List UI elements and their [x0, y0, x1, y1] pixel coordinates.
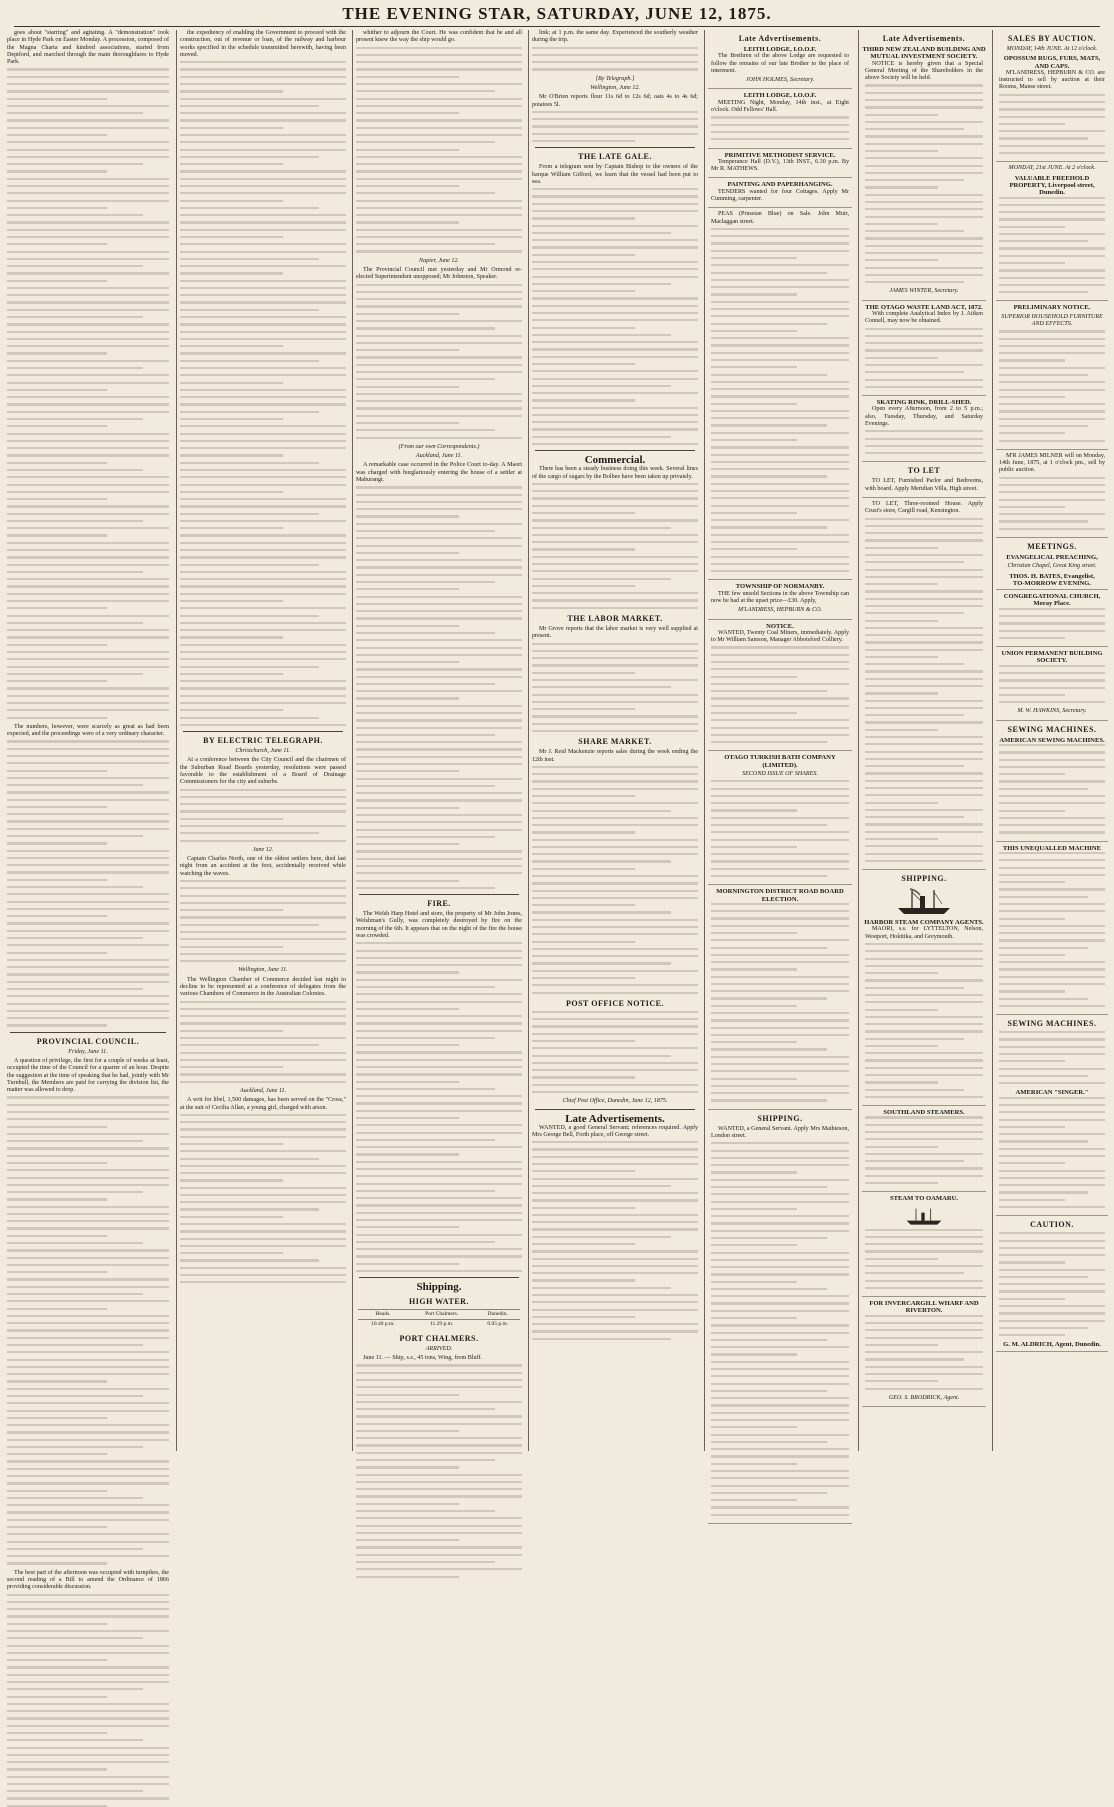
section-heading: THE LATE GALE.	[578, 152, 652, 162]
section-heading: MEETINGS.	[1027, 541, 1077, 551]
ad-text: MEETING Night, Monday, 14th inst., at Eight o'clock. Odd Fellows' Hall.	[711, 99, 849, 114]
signature: JAMES WINTER, Secretary.	[889, 288, 959, 295]
ad-text: WANTED, Twenty Coal Miners, immediately. Apply to Mr William Samson, Manager Abbotsford Colliery.	[711, 629, 849, 644]
article-paragraph: The Provincial Council met yesterday and Mr Ormond re-elected Superintendent unopposed; Mr Johnston, Speaker.	[356, 267, 522, 281]
dateline: Auckland, June 11.	[415, 453, 463, 460]
ad-title: UNION PERMANENT BUILDING SOCIETY.	[1001, 650, 1103, 665]
signature: Chief Post Office, Dunedin, June 12, 1875.	[562, 1098, 668, 1105]
advertisement	[862, 304, 986, 396]
table-cell: 11.29 p.m.	[408, 1320, 476, 1330]
ad-text: THE few unsold Sections in the above Township can now be had at the upset price—£30. Apply,	[711, 590, 849, 604]
article-paragraph: Captain Charles North, one of the oldest settlers here, died last night from an accident at the foot, accidentally received while watching the waves.	[180, 856, 346, 877]
ad-text: TENDERS wanted for four Cottages. Apply Mr Cumming, carpenter.	[711, 188, 849, 202]
article-paragraph: The Welsh Harp Hotel and store, the property of Mr John Jones, Welshman's Gully, was completely destroyed by fire on the morning of the 6th. It appears that on the night of the fire the house was crowded.	[356, 911, 522, 939]
subheading: PORT CHALMERS.	[399, 1333, 479, 1343]
ad-title: SKATING RINK, DRILL-SHED.	[876, 399, 972, 407]
subheading: ARRIVED.	[425, 1345, 453, 1352]
advertisement	[996, 650, 1108, 721]
advertisement	[862, 399, 986, 462]
ad-text: TO LET, Three-roomed House. Apply Crust's store, Cargill road, Kensington.	[865, 500, 983, 515]
dateline: June 12.	[252, 846, 274, 853]
dateline: Auckland, June 11.	[239, 1087, 287, 1094]
section-heading: TO LET	[907, 466, 941, 476]
ad-title: AMERICAN "SINGER."	[1015, 1089, 1089, 1097]
ad-title: LEITH LODGE, I.O.O.F.	[743, 92, 817, 100]
article-paragraph: whither to adjourn the Court. He was confident that he and all present knew the way the ship would go.	[356, 30, 522, 44]
ad-text: TO LET, Furnished Parlor and Bedrooms, with board. Apply Meridian Villa, High street.	[865, 478, 983, 492]
article-paragraph: The numbers, however, were scarcely as great as had been expected, and the proceedings were of a very ordinary character.	[7, 723, 169, 738]
advertisement	[996, 46, 1108, 162]
article-paragraph: There has been a steady business doing this week. Several lines of the cargo of sugars by the Bolbee have been taken up privately.	[532, 466, 698, 480]
section-heading: CAUTION.	[1030, 1220, 1074, 1230]
ad-text: With complete Analytical Index by J. Aitken Connell, may now be obtained.	[865, 310, 983, 325]
advertisement	[708, 754, 852, 885]
advertisement	[862, 919, 986, 1106]
ad-subtitle: SECOND ISSUE OF SHARES.	[742, 770, 818, 777]
advertisement	[708, 583, 852, 619]
table-cell: 10.40 p.m.	[358, 1320, 408, 1330]
section-heading: THE LABOR MARKET.	[567, 613, 663, 623]
ad-title: CONGREGATIONAL CHURCH, Moray Place.	[1003, 593, 1101, 608]
ad-text: MAORI, s.s. for LYTTELTON, Nelson, Westport, Hokitika, and Greymouth.	[865, 926, 983, 940]
steamship-icon	[894, 886, 954, 916]
article-paragraph: Mr O'Brien reports flour 11s 6d to 12s 6d; oats 4s to 4s 6d; potatoes 5l.	[532, 94, 698, 108]
article-paragraph: A remarkable case occurred in the Police Court to-day. A Maori was charged with burglariously entering the house of a settler at Mahurangi.	[356, 462, 522, 484]
signature: GEO. S. BRODRICK, Agent.	[888, 1394, 960, 1401]
article-paragraph: A question of privilege, the first for a couple of weeks at least, occupied the time of the Council for a quarter of an hour. Despite the suggestion at the time of speaking that he had, jointly with Mr Turnbull, the Members are paid for carrying the division list, the matter was allowed to drop.	[7, 1057, 169, 1094]
dateline: Napier, June 12.	[419, 257, 459, 264]
advertisement	[708, 181, 852, 208]
column-5	[704, 30, 855, 1451]
column-1	[4, 30, 172, 1591]
article-paragraph: The Wellington Chamber of Commerce decided last night to decline to be represented at a conference of delegates from the various Chambers of Commerce in the Australian Colonies.	[180, 976, 346, 998]
article-paragraph: Mr Grove reports that the labor market is very well supplied at present.	[532, 625, 698, 640]
advertisement	[996, 453, 1108, 538]
ad-subtitle: TO-MORROW EVENING.	[1012, 579, 1092, 587]
article-paragraph: The best part of the afternoon was occupied with turnpikes, the second reading of a Bill to amend the Ordinance of 1866 providing considerable discussion.	[7, 1569, 169, 1591]
advertisement	[862, 501, 986, 870]
classified-ad: WANTED, a good General Servant; references required. Apply Mrs George Bell, Forth place, off George street.	[532, 1124, 698, 1138]
subheading: HIGH WATER.	[409, 1297, 469, 1307]
dateline: Wellington, June 11.	[238, 967, 288, 974]
section-heading: Late Advertisements.	[738, 34, 822, 43]
signature: JOHN HOLMES, Secretary.	[745, 77, 815, 84]
high-water-table	[358, 1309, 520, 1330]
advertisement	[996, 737, 1108, 842]
ad-title: PAINTING AND PAPERHANGING.	[727, 181, 833, 189]
advertisement	[862, 1300, 986, 1407]
column-7	[992, 30, 1111, 1451]
article-paragraph: A writ for libel, 1,500 damages, has been served on the "Cross," at the suit of Cecilia Allan, a young girl, charged with arson.	[180, 1097, 346, 1111]
ad-text: M'LANDRESS, HEPBURN & CO. are instructed to sell by auction at their Rooms, Manse street.	[999, 69, 1105, 91]
masthead: THE EVENING STAR, SATURDAY, JUNE 12, 1875.	[14, 4, 1100, 27]
ad-title: OPOSSUM RUGS, FURS, MATS, AND CAPS.	[1003, 55, 1101, 70]
ad-text: Christian Chapel, Great King street.	[1007, 563, 1097, 570]
ad-title: NOTICE.	[766, 622, 794, 630]
advertisement	[708, 46, 852, 89]
ad-title: THIRD NEW ZEALAND BUILDING AND MUTUAL INVESTMENT SOCIETY.	[862, 46, 986, 61]
section-heading: Late Advertisements.	[565, 1112, 665, 1125]
steamship-icon	[904, 1206, 944, 1226]
article-paragraph: From a telegram sent by Captain Bishop to the owners of the barque William Gifford, we learn that the vessel had been put to sea.	[532, 164, 698, 185]
table-cell: 0.05 p.m.	[476, 1320, 520, 1330]
signature: M. W. HAWKINS, Secretary.	[1017, 708, 1087, 715]
table-header: Dunedin.	[476, 1310, 520, 1320]
table-header: Heads.	[358, 1310, 408, 1320]
ad-text: Temperance Hall (D.V.), 13th INST., 6.30 p.m. By Mr R. MATHEWS.	[711, 158, 849, 173]
column-4	[528, 30, 701, 1451]
table-header: Port Chalmers.	[408, 1310, 476, 1320]
section-heading: SHIPPING.	[757, 1113, 803, 1123]
article-paragraph: Mr J. Reid Mackenzie reports sales during the week ending the 12th inst.	[532, 749, 698, 763]
section-heading: PROVINCIAL COUNCIL.	[36, 1036, 140, 1046]
article-paragraph: the expediency of enabling the Government to proceed with the construction, out of revenue or loan, of the railway and harbour works specified in the schedule transmitted herewith, having been moved.	[180, 30, 346, 58]
subheading: (From our own Correspondents.)	[398, 443, 480, 450]
advertisement	[708, 211, 852, 580]
section-heading: SEWING MACHINES.	[1007, 1019, 1097, 1029]
ad-title: EVANGELICAL PREACHING,	[1006, 553, 1098, 561]
advertisement	[708, 92, 852, 148]
column-3	[352, 30, 525, 1451]
ad-title: OTAGO TURKISH BATH COMPANY (LIMITED).	[724, 754, 836, 769]
ad-title: VALUABLE FREEHOLD PROPERTY, Liverpool street, Dunedin.	[1009, 174, 1095, 197]
advertisement	[708, 1126, 852, 1524]
section-heading: POST OFFICE NOTICE.	[565, 998, 665, 1008]
ad-title: MORNINGTON DISTRICT ROAD BOARD ELECTION.	[716, 888, 844, 903]
ad-text: WANTED, a General Servant. Apply Mrs Mathieson, London street.	[711, 1125, 849, 1139]
advertisement	[996, 1031, 1108, 1216]
section-heading: FIRE.	[427, 899, 451, 909]
advertisement	[862, 46, 986, 301]
subheading: [By Telegraph.]	[595, 75, 635, 82]
dateline: Wellington, June 12.	[590, 85, 640, 92]
advertisement	[996, 593, 1108, 647]
ad-text: Open every Afternoon, from 2 to 5 p.m.; also, Tuesday, Thursday, and Saturday Evenings.	[865, 406, 983, 427]
ad-title: LEITH LODGE, I.O.O.F.	[743, 46, 817, 53]
ad-title: PRELIMINARY NOTICE.	[1013, 304, 1091, 312]
signature: M'LANDRESS, HEPBURN & CO.	[737, 607, 823, 614]
ad-text: M'R JAMES MILNER will on Monday, 14th June, 1875, at 1 o'clock pm., sell by public auction.	[999, 452, 1105, 474]
ad-text: PEAS (Prussian Blue) on Sale. John Muir, Maclaggan street.	[711, 211, 849, 225]
ad-title: SOUTHLAND STEAMERS.	[883, 1109, 965, 1117]
ad-title: THE OTAGO WASTE LAND ACT, 1872.	[865, 303, 983, 311]
column-2	[176, 30, 349, 1451]
advertisement	[996, 304, 1108, 449]
dateline: Friday, June 11.	[68, 1048, 108, 1055]
article-paragraph: link; at 1 p.m. the same day. Experienced the southerly weather during the trip.	[532, 30, 698, 44]
advertisement	[996, 845, 1108, 1015]
section-heading: SALES BY AUCTION.	[1007, 34, 1096, 43]
section-heading: BY ELECTRIC TELEGRAPH.	[203, 736, 323, 746]
advertisement	[862, 1195, 986, 1297]
section-heading: Shipping.	[416, 1281, 462, 1294]
section-heading: Late Advertisements.	[882, 34, 966, 43]
advertisement	[708, 623, 852, 752]
ad-title: THIS UNEQUALLED MACHINE	[1002, 844, 1102, 852]
advertisement	[862, 478, 986, 498]
ad-subtitle: SUPERIOR HOUSEHOLD FURNITURE AND EFFECTS.	[1001, 313, 1103, 328]
ad-title: HARBOR STEAM COMPANY AGENTS.	[864, 919, 984, 927]
section-heading: SHIPPING.	[901, 874, 947, 884]
ad-date: MONDAY, 21st JUNE. At 2 o'clock.	[1008, 165, 1096, 172]
ad-title: TOWNSHIP OF NORMANBY.	[735, 583, 825, 591]
ad-text: NOTICE is hereby given that a Special General Meeting of the Shareholders in the above Society will be held.	[865, 60, 983, 82]
dateline: Christchurch, June 11.	[235, 748, 291, 755]
ad-date: MONDAY, 14th JUNE. At 12 o'clock.	[1006, 46, 1098, 52]
signature: G. M. ALDRICH, Agent, Dunedin.	[1003, 1341, 1101, 1349]
advertisement	[708, 888, 852, 1109]
advertisement	[708, 152, 852, 179]
advertisement	[862, 1109, 986, 1192]
ad-title: FOR INVERCARGILL WHARF AND RIVERTON.	[869, 1300, 979, 1315]
advertisement	[996, 554, 1108, 590]
ad-title: AMERICAN SEWING MACHINES.	[999, 736, 1105, 744]
ad-text: The Brethren of the above Lodge are requested to follow the remains of our late Brother to the place of interment.	[711, 53, 849, 74]
section-heading: SEWING MACHINES.	[1007, 724, 1097, 734]
ad-title: THOS. H. BATES, Evangelist,	[1009, 572, 1095, 580]
section-heading: SHARE MARKET.	[578, 737, 652, 747]
section-heading: Commercial.	[584, 454, 646, 467]
ad-title: PRIMITIVE METHODIST SERVICE.	[724, 151, 836, 159]
article-paragraph: At a conference between the City Council and the chairmen of the Suburban Road Boards yesterday, resolutions were passed favorable to the establishment of a Board of Drainage Commissioners for the city and suburbs.	[180, 757, 346, 786]
advertisement	[996, 1232, 1108, 1352]
ad-title: STEAM TO OAMARU.	[889, 1195, 959, 1203]
column-6	[858, 30, 989, 1451]
article-paragraph: June 11. — Ship, s.s., 45 tons, Wing, from Bluff.	[363, 1355, 482, 1362]
advertisement	[996, 165, 1108, 301]
article-paragraph: goes about "starring" and agitating. A "demonstration" took place in Hyde Park on Easter Monday. A procession, composed of the Magna Charta and kindred associations, started from Deptford, and marched through the main thoroughfares to Hyde Park.	[7, 30, 169, 66]
